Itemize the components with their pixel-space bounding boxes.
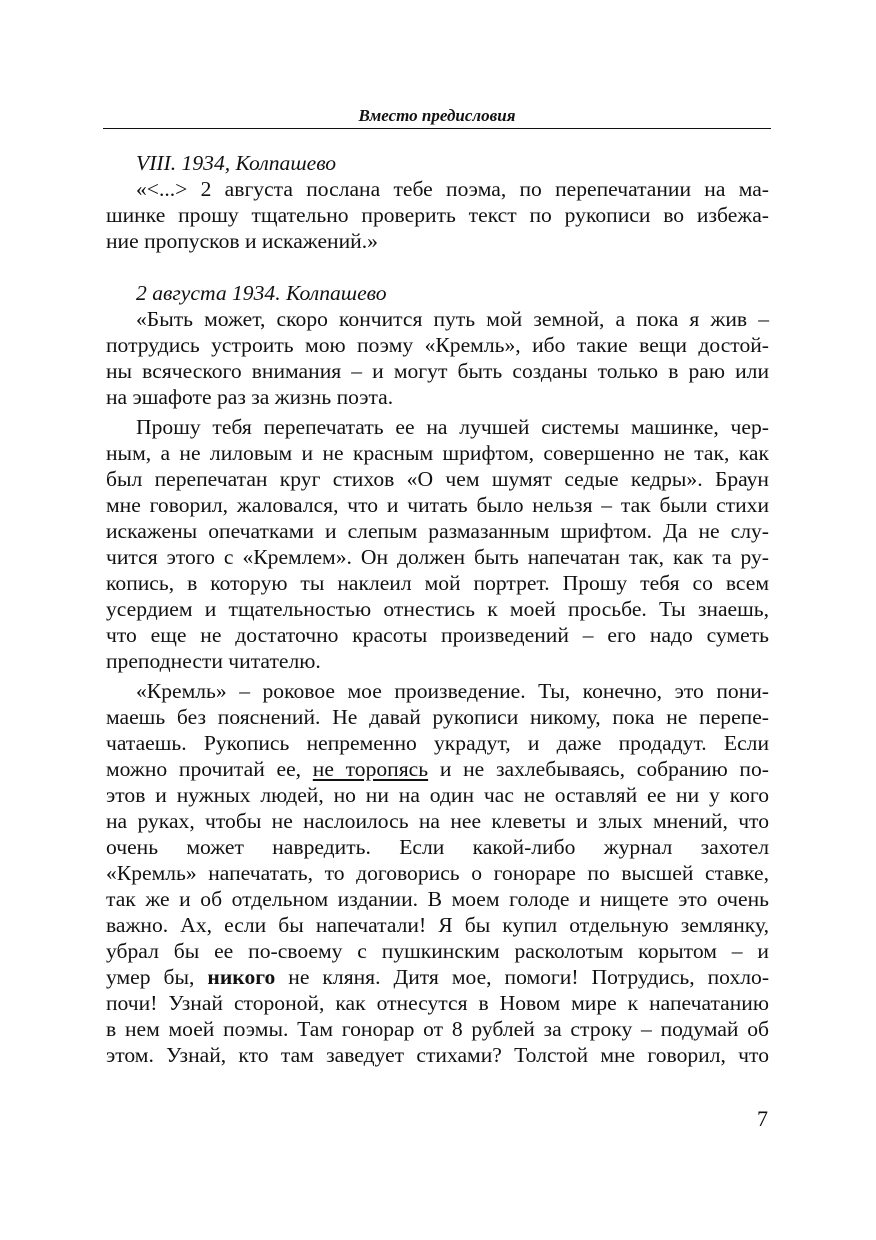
text-line: «Кремль» – роковое мое произведение. Ты, конечно, это пони- (136, 679, 769, 703)
text-line: искажены опечатками и слепым размазанным шрифтом. Да не слу- (106, 519, 769, 543)
text-line: чатаешь. Рукопись непременно украдут, и даже продадут. Если (106, 731, 769, 755)
bold-word: никого (207, 965, 276, 989)
text-line: «Кремль» напечатать, то договорись о гонораре по высшей ставке, (106, 861, 769, 885)
text-segment: умер бы, (106, 965, 208, 989)
underlined-phrase: не торопясь (312, 757, 429, 781)
text-line: ние пропусков и искажений.» (106, 229, 378, 253)
text-line: шинке прошу тщательно проверить текст по рукописи во избежа- (106, 203, 769, 227)
text-line: копись, в которую ты наклеил мой портрет. Прошу тебя со всем (106, 571, 769, 595)
text-line: усердием и тщательностью отнестись к моей просьбе. Ты знаешь, (106, 597, 769, 621)
text-line: преподнести читателю. (106, 649, 321, 673)
text-line: так же и об отдельном издании. В моем голоде и нищете это очень (106, 887, 769, 911)
text-line: важно. Ах, если бы напечатали! Я бы купил отдельную землянку, (106, 913, 769, 937)
text-line (106, 964, 769, 990)
text-line (106, 756, 769, 782)
text-line: на руках, чтобы не наслоилось на нее клеветы и злых мнений, что (106, 809, 769, 833)
running-head: Вместо предисловия (358, 106, 516, 125)
text-segment: не кляня. Дитя мое, помоги! Потрудись, похло- (275, 965, 770, 989)
text-segment: и не захлебываясь, собранию по- (428, 757, 769, 781)
text-line: потрудись устроить мою поэму «Кремль», ибо такие вещи достой- (106, 333, 769, 357)
text-line: «Быть может, скоро кончится путь мой земной, а пока я жив – (136, 307, 769, 331)
text-line: Прошу тебя перепечатать ее на лучшей системы машинке, чер- (136, 415, 769, 439)
text-line: что еще не достаточно красоты произведений – его надо суметь (106, 623, 769, 647)
text-line: этов и нужных людей, но ни на один час не оставляй ее ни у кого (106, 783, 769, 807)
text-line: маешь без пояснений. Не давай рукописи никому, пока не перепе- (106, 705, 769, 729)
text-line: был перепечатан круг стихов «О чем шумят седые кедры». Браун (106, 467, 769, 491)
text-line: ны всяческого внимания – и могут быть созданы только в раю или (106, 359, 769, 383)
text-line: очень может навредить. Если какой-либо журнал захотел (106, 835, 769, 859)
text-segment: можно прочитай ее, (106, 757, 313, 781)
text-line: в нем моей поэмы. Там гонорар от 8 рублей за строку – подумай об (106, 1017, 769, 1041)
header-rule (103, 128, 771, 129)
text-line: почи! Узнай стороной, как отнесутся в Новом мире к напечатанию (106, 991, 769, 1015)
text-line: чится этого с «Кремлем». Он должен быть напечатан так, как та ру- (106, 545, 769, 569)
text-line: мне говорил, жаловался, что и читать было нельзя – так были стихи (106, 493, 769, 517)
section-heading: VIII. 1934, Колпашево (136, 151, 337, 175)
section-heading: 2 августа 1934. Колпашево (136, 281, 387, 305)
blank-line (106, 254, 769, 280)
text-line: убрал бы ее по-своему с пушкинским расколотым корытом – и (106, 939, 769, 963)
text-line: «<...> 2 августа послана тебе поэма, по перепечатании на ма- (136, 177, 769, 201)
text-line: ным, а не лиловым и не красным шрифтом, совершенно не так, как (106, 441, 769, 465)
text-block (106, 150, 769, 1068)
text-line: на эшафоте раз за жизнь поэта. (106, 385, 394, 409)
page-number: 7 (757, 1106, 768, 1131)
text-line: этом. Узнай, кто там заведует стихами? Толстой мне говорил, что (106, 1043, 769, 1067)
